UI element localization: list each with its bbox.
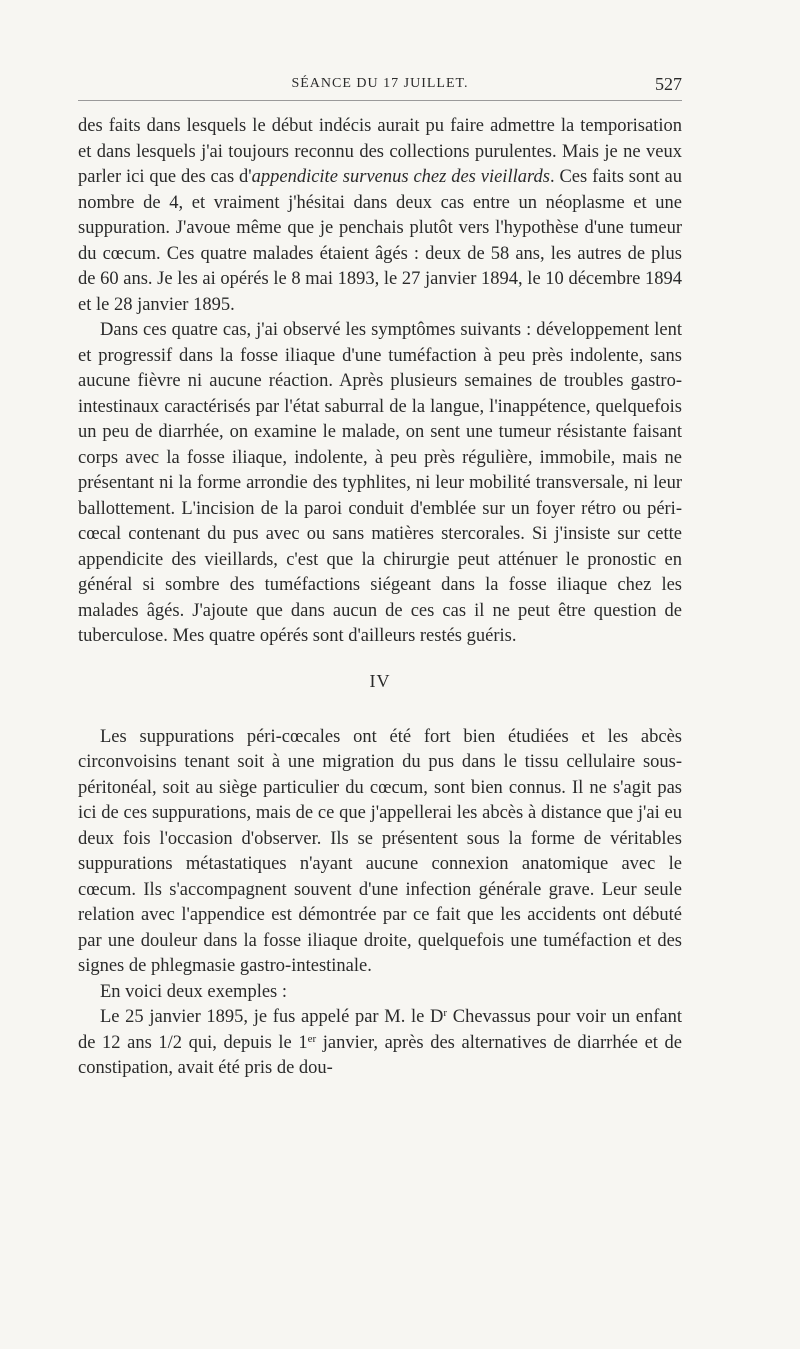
paragraph-1-italic: appendicite survenus chez des vieillards	[251, 167, 550, 187]
paragraph-1-text-a: des faits dans lesquels le début indécis aurait pu faire admettre la temporisation et dans lesquels j'ai toujours reconnu des collections purulentes. Mais je ne veux parler ici que des cas d'	[78, 116, 682, 187]
paragraph-5-text-b: Chevassus pour voir un enfant de 12 ans 1/2 qui, depuis le 1	[78, 1007, 682, 1053]
paragraph-5-sup-2: er	[307, 1032, 317, 1045]
paragraph-5-text-a: Le 25 janvier 1895, je fus appelé par M. le D	[100, 1007, 444, 1027]
paragraph-2: Dans ces quatre cas, j'ai observé les symptômes suivants : développement lent et progressif dans la fosse iliaque d'une tuméfaction à peu près indolente, sans aucune fièvre ni aucune réaction. Après plusieurs semaines de troubles gastro-intestinaux caractérisés par l'état saburral de la langue, l'inappétence, quelquefois un peu de diarrhée, on examine le malade, on sent une tumeur résistante faisant corps avec la fosse iliaque, indolente, à peu près régulière, immobile, mais ne présentant ni la forme arrondie des typhlites, ni leur mobilité transversale, ni leur ballottement. L'incision de la paroi conduit d'emblée sur un foyer rétro ou péri-cœcal contenant du pus avec ou sans matières stercorales. Si j'insiste sur cette appendicite des vieillards, c'est que la chirurgie peut atténuer le pronostic en général si sombre des tuméfactions siégeant dans la fosse iliaque chez les malades âgés. J'ajoute que dans aucun de ces cas il ne peut être question de tuberculose. Mes quatre opérés sont d'ailleurs restés guéris.	[78, 320, 682, 646]
section-heading: IV	[369, 670, 391, 691]
paragraph-3: Les suppurations péri-cœcales ont été fort bien étudiées et les abcès circonvoisins tenant soit à une migration du pus dans le tissu cellulaire sous-péritonéal, soit au siège particulier du cœcum, sont bien connus. Il ne s'agit pas ici de ces suppurations, mais de ce que j'appellerai les abcès à distance que j'ai eu deux fois l'occasion d'observer. Ils se présentent sous la forme de véritables suppurations métastatiques n'ayant aucune connexion anatomique avec le cœcum. Ils s'accompagnent souvent d'une infection générale grave. Leur seule relation avec l'appendice est démontrée par ce fait que les accidents ont débuté par une douleur dans la fosse iliaque droite, quelquefois une tuméfaction et des signes de phlegmasie gastro-intestinale.	[78, 726, 682, 976]
body-text	[78, 114, 682, 1082]
paragraph-5-text-c: janvier, après des alternatives de diarrhée et de constipation, avait été pris de dou-	[78, 1032, 682, 1078]
paragraph-5	[78, 1005, 682, 1082]
running-header	[78, 74, 682, 101]
paragraph-1-text-b: . Ces faits sont au nombre de 4, et vraiment j'hésitai dans deux cas entre un néoplasme et une suppuration. J'avoue même que je penchais plutôt vers l'hypothèse d'une tumeur du cœcum. Ces quatre malades étaient âgés : deux de 58 ans, les autres de plus de 60 ans. Je les ai opérés le 8 mai 1893, le 27 janvier 1894, le 10 décembre 1894 et le 28 janvier 1895.	[78, 167, 682, 315]
paragraph-4: En voici deux exemples :	[100, 981, 288, 1002]
running-title: SÉANCE DU 17 JUILLET.	[291, 76, 469, 91]
paragraph-5-sup-1: r	[443, 1007, 448, 1019]
paragraph-1	[78, 114, 682, 318]
page-number: 527	[655, 74, 682, 94]
